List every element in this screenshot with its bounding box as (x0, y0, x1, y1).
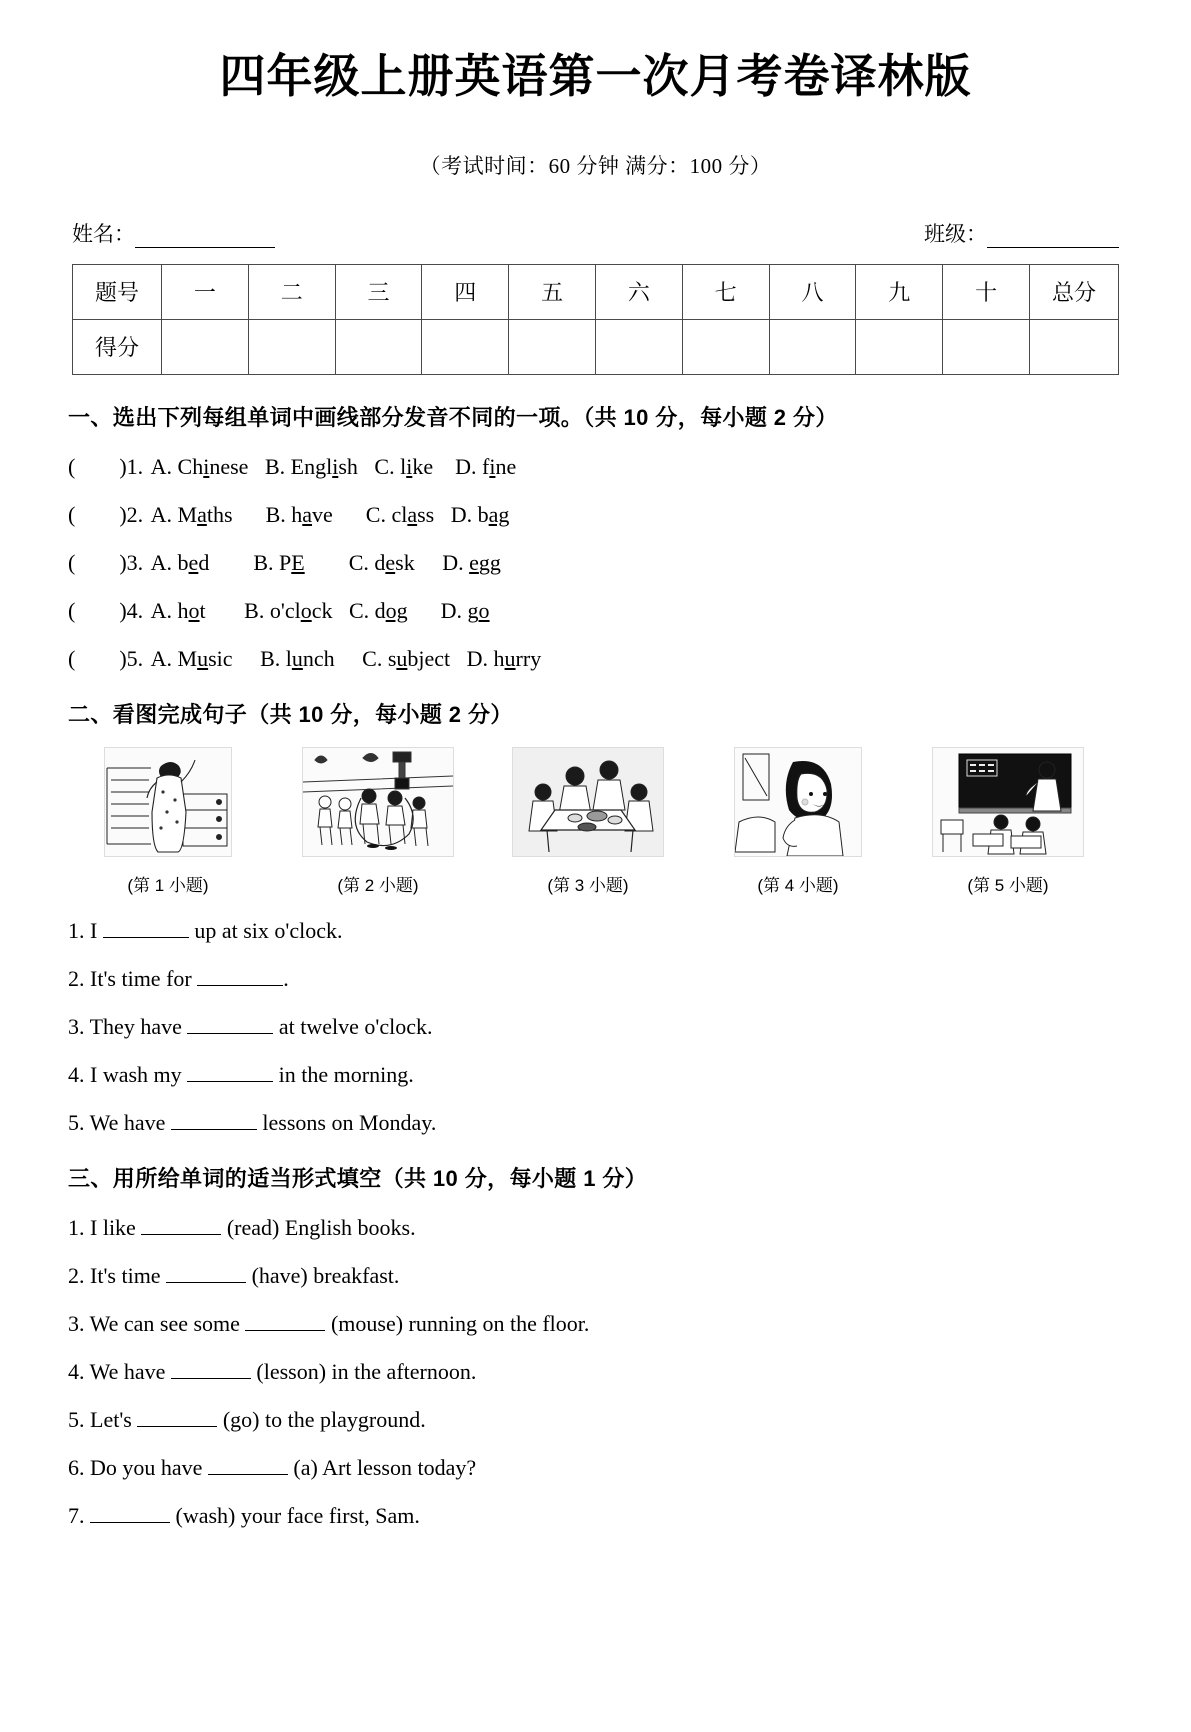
picture-caption-5: (第 5 小题) (967, 875, 1049, 895)
sentence-text-after: (wash) your face first, Sam. (175, 1502, 420, 1528)
table-row-question-numbers (73, 264, 1119, 319)
option-5-c[interactable]: C. subject (362, 645, 451, 671)
option-5-d[interactable]: D. hurry (466, 645, 542, 671)
sentence-text-before: I like (90, 1214, 136, 1240)
class-label: 班级： (924, 221, 987, 246)
option-4-d[interactable]: D. go (440, 597, 490, 623)
option-5-b[interactable]: B. lunch (260, 645, 335, 671)
class-field[interactable] (924, 218, 1119, 248)
question-number-5: 5. (126, 645, 144, 671)
option-3-a[interactable]: A. bed (150, 549, 210, 575)
section-3-sentence-7[interactable] (68, 1503, 1191, 1529)
sentence-text-before: They have (89, 1013, 182, 1039)
option-2-b[interactable]: B. have (265, 501, 333, 527)
sentence-text-after: (mouse) running on the floor. (330, 1310, 590, 1336)
picture-cell-1 (78, 747, 258, 896)
exam-paper-page (0, 48, 1191, 1732)
section-1-heading: 一、选出下列每组单词中画线部分发音不同的一项。（共 10 分，每小题 2 分） (68, 404, 838, 430)
picture-caption-3: (第 3 小题) (547, 875, 629, 895)
question-number-2: 2. (126, 501, 144, 527)
answer-blank[interactable] (245, 1311, 325, 1331)
class-blank-line[interactable] (987, 227, 1119, 248)
sentence-text-after: (lesson) in the afternoon. (256, 1358, 477, 1384)
score-table-col-8: 八 (769, 264, 856, 319)
section-2-sentence-1[interactable] (68, 918, 1191, 944)
choice-item-2[interactable] (68, 502, 1191, 528)
score-table-row-label-score: 得分 (73, 319, 162, 374)
answer-blank[interactable] (103, 918, 189, 938)
picture-cell-4 (708, 747, 888, 896)
score-cell-2[interactable] (248, 319, 335, 374)
score-cell-9[interactable] (856, 319, 943, 374)
sentence-text-after: . (283, 965, 289, 991)
sentence-text-after: up at six o'clock. (194, 917, 343, 943)
answer-bracket-3[interactable]: ( ) (68, 549, 127, 575)
choice-item-1[interactable] (68, 454, 1191, 480)
sentence-text-before: I wash my (90, 1061, 182, 1087)
option-2-c[interactable]: C. class (365, 501, 435, 527)
option-3-d[interactable]: D. egg (442, 549, 501, 575)
sentence-text-before: It's time (90, 1262, 161, 1288)
item-number: 1. (68, 917, 85, 943)
student-id-row (72, 218, 1119, 248)
sentence-text-before: I (90, 917, 98, 943)
name-blank-line[interactable] (135, 227, 275, 248)
item-number: 3. (68, 1310, 85, 1336)
table-row-scores (73, 319, 1119, 374)
answer-blank[interactable] (197, 966, 283, 986)
score-cell-total[interactable] (1030, 319, 1119, 374)
score-table-col-3: 三 (335, 264, 422, 319)
teacher-at-blackboard-classroom-illustration (932, 747, 1084, 857)
sentence-text-before: We have (89, 1358, 166, 1384)
section-3-sentence-2[interactable] (68, 1263, 1191, 1289)
score-table (72, 264, 1119, 375)
picture-caption-4: (第 4 小题) (757, 875, 839, 895)
choice-item-3[interactable] (68, 550, 1191, 576)
section-3-sentence-6[interactable] (68, 1455, 1191, 1481)
sentence-text-before: It's time for (90, 965, 192, 991)
score-cell-5[interactable] (509, 319, 596, 374)
score-cell-7[interactable] (682, 319, 769, 374)
answer-blank[interactable] (171, 1110, 257, 1130)
score-table-col-6: 六 (595, 264, 682, 319)
section-2-sentence-3[interactable] (68, 1014, 1191, 1040)
question-number-4: 4. (126, 597, 144, 623)
sentence-text-after: (go) to the playground. (222, 1406, 426, 1432)
option-1-a[interactable]: A. Chinese (150, 453, 249, 479)
answer-blank[interactable] (171, 1359, 251, 1379)
score-table-col-2: 二 (248, 264, 335, 319)
score-table-col-10: 十 (943, 264, 1030, 319)
picture-cell-3 (498, 747, 678, 896)
option-1-d[interactable]: D. fine (455, 453, 517, 479)
name-field[interactable] (72, 218, 275, 248)
section-2-heading: 二、看图完成句子（共 10 分，每小题 2 分） (68, 701, 513, 727)
section-2-sentence-2[interactable] (68, 966, 1191, 992)
answer-blank[interactable] (187, 1062, 273, 1082)
girl-washing-face-illustration (734, 747, 862, 857)
page-title: 四年级上册英语第一次月考卷译林版 (219, 50, 972, 102)
picture-row (78, 747, 1118, 896)
answer-bracket-2[interactable]: ( ) (68, 501, 127, 527)
answer-blank[interactable] (187, 1014, 273, 1034)
answer-bracket-5[interactable]: ( ) (68, 645, 127, 671)
score-cell-3[interactable] (335, 319, 422, 374)
option-3-c[interactable]: C. desk (348, 549, 415, 575)
option-1-b[interactable]: B. English (264, 453, 358, 479)
score-table-col-5: 五 (509, 264, 596, 319)
section-3-sentence-5[interactable] (68, 1407, 1191, 1433)
sentence-text-before: We have (89, 1109, 166, 1135)
item-number: 1. (68, 1214, 85, 1240)
sentence-text-before: Let's (90, 1406, 132, 1432)
score-table-col-9: 九 (856, 264, 943, 319)
option-4-c[interactable]: C. dog (348, 597, 408, 623)
sentence-text-after: lessons on Monday. (262, 1109, 437, 1135)
answer-bracket-4[interactable]: ( ) (68, 597, 127, 623)
item-number: 4. (68, 1358, 85, 1384)
sentence-text-after: (a) Art lesson today? (293, 1454, 477, 1480)
option-5-a[interactable]: A. Music (150, 645, 233, 671)
sentence-text-after: (have) breakfast. (251, 1262, 400, 1288)
item-number: 3. (68, 1013, 85, 1039)
score-table-col-4: 四 (422, 264, 509, 319)
choice-item-5[interactable] (68, 646, 1191, 672)
family-having-meal-at-table-illustration (512, 747, 664, 857)
answer-blank[interactable] (90, 1503, 170, 1523)
item-number: 6. (68, 1454, 85, 1480)
children-jumping-rope-playground-illustration (302, 747, 454, 857)
option-3-b[interactable]: B. PE (253, 549, 305, 575)
score-table-row-label-question: 题号 (73, 264, 162, 319)
section-3-sentence-4[interactable] (68, 1359, 1191, 1385)
answer-blank[interactable] (141, 1215, 221, 1235)
answer-bracket-1[interactable]: ( ) (68, 453, 127, 479)
picture-caption-1: (第 1 小题) (127, 875, 209, 895)
answer-blank[interactable] (208, 1455, 288, 1475)
option-2-a[interactable]: A. Maths (150, 501, 233, 527)
sentence-text-before: We can see some (89, 1310, 240, 1336)
option-4-a[interactable]: A. hot (150, 597, 206, 623)
score-table-col-7: 七 (682, 264, 769, 319)
answer-blank[interactable] (166, 1263, 246, 1283)
question-number-1: 1. (126, 453, 144, 479)
score-table-col-total: 总分 (1030, 264, 1119, 319)
picture-caption-2: (第 2 小题) (337, 875, 419, 895)
section-3-sentence-3[interactable] (68, 1311, 1191, 1337)
option-2-d[interactable]: D. bag (450, 501, 510, 527)
question-number-3: 3. (126, 549, 144, 575)
item-number: 5. (68, 1406, 85, 1432)
item-number: 2. (68, 1262, 85, 1288)
sentence-text-after: at twelve o'clock. (278, 1013, 433, 1039)
score-cell-4[interactable] (422, 319, 509, 374)
option-1-c[interactable]: C. like (374, 453, 434, 479)
exam-info-subtitle: （考试时间：60 分钟 满分：100 分） (419, 153, 772, 178)
name-label: 姓名： (72, 221, 135, 246)
waking-up-in-bed-illustration (104, 747, 232, 857)
item-number: 2. (68, 965, 85, 991)
choice-item-4[interactable] (68, 598, 1191, 624)
picture-cell-2 (288, 747, 468, 896)
item-number: 5. (68, 1109, 85, 1135)
section-3-sentence-1[interactable] (68, 1215, 1191, 1241)
section-3-heading: 三、用所给单词的适当形式填空（共 10 分，每小题 1 分） (68, 1165, 648, 1191)
picture-cell-5 (918, 747, 1098, 896)
score-cell-1[interactable] (162, 319, 249, 374)
sentence-text-before: Do you have (90, 1454, 203, 1480)
sentence-text-after: (read) English books. (226, 1214, 416, 1240)
section-2-sentence-4[interactable] (68, 1062, 1191, 1088)
item-number: 7. (68, 1502, 85, 1528)
sentence-text-after: in the morning. (278, 1061, 414, 1087)
section-2-sentence-5[interactable] (68, 1110, 1191, 1136)
score-table-col-1: 一 (162, 264, 249, 319)
option-4-b[interactable]: B. o'clock (244, 597, 333, 623)
score-cell-8[interactable] (769, 319, 856, 374)
answer-blank[interactable] (137, 1407, 217, 1427)
score-cell-10[interactable] (943, 319, 1030, 374)
item-number: 4. (68, 1061, 85, 1087)
score-cell-6[interactable] (595, 319, 682, 374)
